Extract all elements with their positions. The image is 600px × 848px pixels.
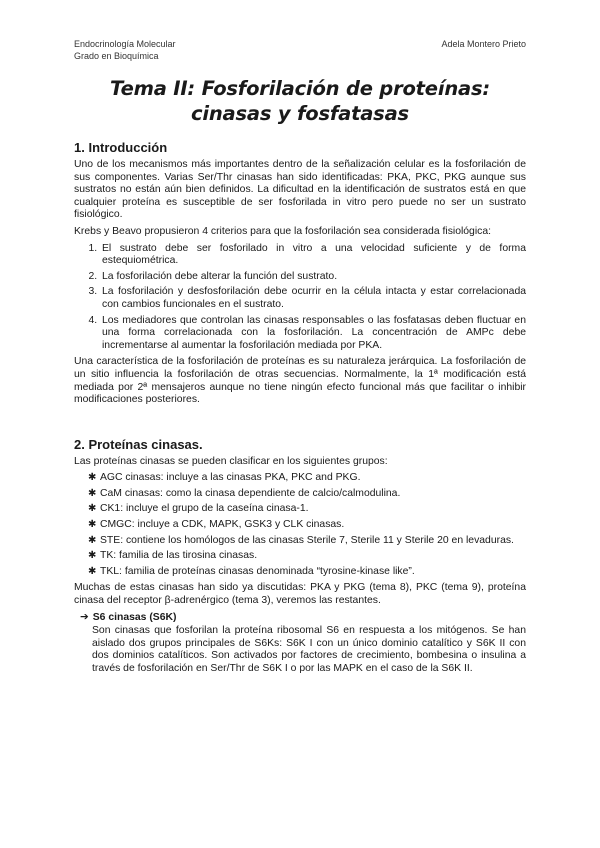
kinase-group-text: TK: familia de las tirosina cinasas. <box>100 550 258 562</box>
course-name: Endocrinología Molecular <box>74 39 176 49</box>
criteria-item: 2. La fosforilación debe alterar la función del sustrato. <box>100 271 526 284</box>
kinase-group-item <box>88 550 526 563</box>
asterisk-bullet-icon: ✱ <box>88 472 97 484</box>
kinase-group-item <box>88 472 526 485</box>
arrow-right-icon: ➔ <box>80 611 89 623</box>
kinase-group-item <box>88 535 526 548</box>
criteria-list <box>74 243 526 353</box>
kinase-group-item <box>88 519 526 532</box>
author-name: Adela Montero Prieto <box>441 39 526 49</box>
kinase-group-text: CaM cinasas: como la cinasa dependiente de calcio/calmodulina. <box>100 487 401 499</box>
section-2-paragraph: Muchas de estas cinasas han sido ya discutidas: PKA y PKG (tema 8), PKC (tema 9), proteína cinasa del receptor β-adrenérgico (tema 3), veremos las restantes. <box>74 582 526 607</box>
title-line-2: cinasas y fosfatasas <box>191 102 409 125</box>
section-1-paragraph-2: Krebs y Beavo propusieron 4 criterios para que la fosforilación sea considerada fisiológica: <box>74 225 492 237</box>
criteria-item: 3. La fosforilación y desfosforilación debe ocurrir en la célula intacta y estar correlacionada con cambios funcionales en el sustrato. <box>100 286 526 311</box>
asterisk-bullet-icon: ✱ <box>88 487 97 499</box>
kinase-group-text: AGC cinasas: incluye a las cinasas PKA, PKC and PKG. <box>100 472 361 484</box>
kinase-groups-list <box>74 472 526 578</box>
section-1-paragraph-1: Uno de los mecanismos más importantes dentro de la señalización celular es la fosforilación de sus componentes. Varias Ser/Thr cinasas han sido identificadas: PKA, PKC, PKG aunque sus sustratos no están aún bien definidos. La dificultad en la identificación de sustratos está en que cualquier proteína es susceptible de ser fosforilada in vitro pero puede no ser un sustrato fisiológico. <box>74 159 526 221</box>
kinase-group-item <box>88 503 526 516</box>
section-2-intro: Las proteínas cinasas se pueden clasificar en los siguientes grupos: <box>74 455 388 467</box>
asterisk-bullet-icon: ✱ <box>88 550 97 562</box>
subsection-body: Son cinasas que fosforilan la proteína ribosomal S6 en respuesta a los mitógenos. Se han aislado dos grupos principales de S6Ks: S6K I con un único dominio catalítico y S6K II con dos dominios catalíticos. Son activados por factores de crecimiento, bombesina o insulina a través de fosforilación en Ser/Thr de S6K I o por las MAPK en el caso de la S6K II. <box>92 625 526 674</box>
criteria-item: 1. El sustrato debe ser fosforilado in vitro a una velocidad suficiente y de forma estequiométrica. <box>100 243 526 268</box>
degree-name: Grado en Bioquímica <box>74 51 159 61</box>
kinase-group-text: TKL: familia de proteínas cinasas denominada “tyrosine-kinase like”. <box>100 565 415 577</box>
section-1-heading: 1. Introducción <box>74 140 168 155</box>
section-spacer <box>74 411 526 437</box>
section-2-heading: 2. Proteínas cinasas. <box>74 436 203 452</box>
kinase-group-text: CK1: incluye el grupo de la caseína cinasa-1. <box>100 503 309 515</box>
asterisk-bullet-icon: ✱ <box>88 534 97 546</box>
kinase-group-item <box>88 488 526 501</box>
criteria-item: 4. Los mediadores que controlan las cinasas responsables o las fosfatasas deben fluctuar en una forma correlacionada con la fosforilación. La concentración de AMPc debe incrementarse al aumentar la fosforilación mediada por PKA. <box>100 315 526 353</box>
asterisk-bullet-icon: ✱ <box>88 503 97 515</box>
document-body <box>74 140 526 676</box>
kinase-group-text: STE: contiene los homólogos de las cinasas Sterile 7, Sterile 11 y Sterile 20 en levaduras. <box>100 534 514 546</box>
document-title <box>0 76 600 126</box>
asterisk-bullet-icon: ✱ <box>88 519 97 531</box>
title-line-1: Tema II: Fosforilación de proteínas: <box>110 77 490 100</box>
kinase-group-text: CMGC: incluye a CDK, MAPK, GSK3 y CLK cinasas. <box>100 519 345 531</box>
subsection-heading <box>74 612 526 625</box>
section-1-paragraph-3: Una característica de la fosforilación de proteínas es su naturaleza jerárquica. La fosforilación de un sitio influencia la fosforilación de otras secuencias. Normalmente, la 1ª modificación está mediada por 2ª mensajeros aunque no tiene ningún efecto funcional más que facilitar o inhibir modificaciones posteriores. <box>74 356 526 406</box>
asterisk-bullet-icon: ✱ <box>88 565 97 577</box>
subsection-title: S6 cinasas (S6K) <box>92 611 177 623</box>
header-left <box>74 38 176 62</box>
kinase-group-item <box>88 566 526 579</box>
